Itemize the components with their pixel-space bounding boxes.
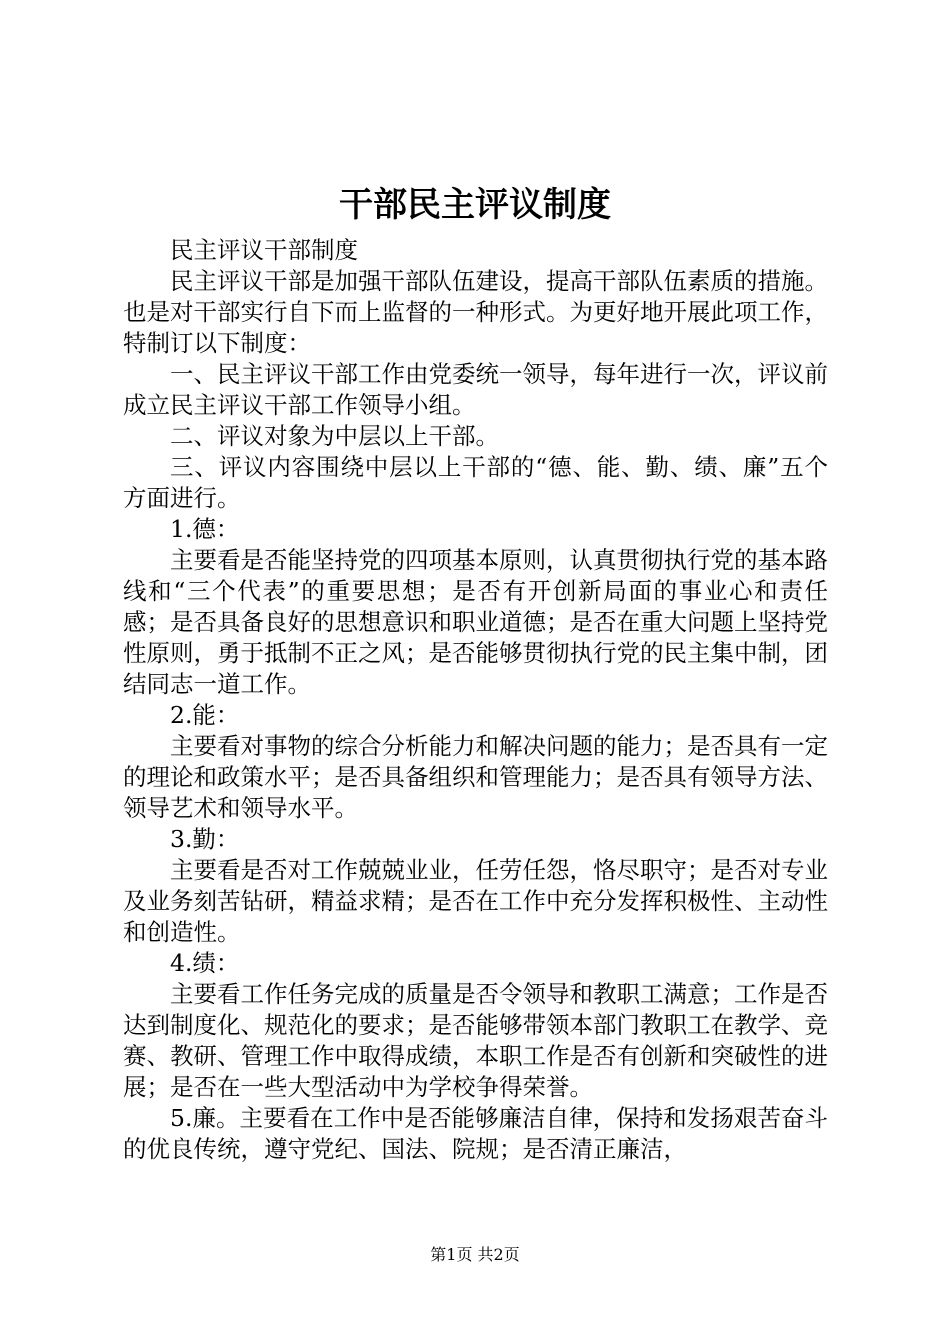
paragraph-intro: 民主评议干部是加强干部队伍建设，提高干部队伍素质的措施。也是对干部实行自下而上监督的一种形式。为更好地开展此项工作，特制订以下制度： bbox=[123, 267, 828, 357]
paragraph-body-ji: 主要看工作任务完成的质量是否令领导和教职工满意；工作是否达到制度化、规范化的要求；是否能够带领本部门教职工在教学、竞赛、教研、管理工作中取得成绩，本职工作是否有创新和突破性的进展；是否在一些大型活动中为学校争得荣誉。 bbox=[123, 980, 828, 1101]
paragraph-heading-de: 1.德： bbox=[170, 515, 240, 543]
paragraph-item-1: 一、民主评议干部工作由党委统一领导，每年进行一次，评议前成立民主评议干部工作领导小组。 bbox=[123, 360, 828, 419]
paragraph-subtitle: 民主评议干部制度 bbox=[170, 236, 358, 264]
paragraph-heading-qin: 3.勤： bbox=[170, 825, 240, 853]
paragraph-body-de: 主要看是否能坚持党的四项基本原则，认真贯彻执行党的基本路线和“三个代表”的重要思想；是否有开创新局面的事业心和责任感；是否具备良好的思想意识和职业道德；是否在重大问题上坚持党性原则，勇于抵制不正之风；是否能够贯彻执行党的民主集中制，团结同志一道工作。 bbox=[123, 546, 828, 698]
paragraph-heading-neng: 2.能： bbox=[170, 701, 240, 729]
paragraph-lian: 5.廉。主要看在工作中是否能够廉洁自律，保持和发扬艰苦奋斗的优良传统，遵守党纪、国法、院规；是否清正廉洁， bbox=[123, 1104, 828, 1163]
paragraph-item-3: 三、评议内容围绕中层以上干部的“德、能、勤、绩、廉”五个方面进行。 bbox=[123, 453, 828, 512]
paragraph-body-qin: 主要看是否对工作兢兢业业，任劳任怨，恪尽职守；是否对专业及业务刻苦钻研，精益求精；是否在工作中充分发挥积极性、主动性和创造性。 bbox=[123, 856, 828, 946]
paragraph-item-2: 二、评议对象为中层以上干部。 bbox=[170, 422, 499, 450]
paragraph-body-neng: 主要看对事物的综合分析能力和解决问题的能力；是否具有一定的理论和政策水平；是否具备组织和管理能力；是否具有领导方法、领导艺术和领导水平。 bbox=[123, 732, 828, 822]
page-number: 第1页 共2页 bbox=[430, 1245, 520, 1264]
document-title: 干部民主评议制度 bbox=[339, 185, 611, 225]
document-body bbox=[123, 235, 828, 1165]
paragraph-heading-ji: 4.绩： bbox=[170, 949, 240, 977]
